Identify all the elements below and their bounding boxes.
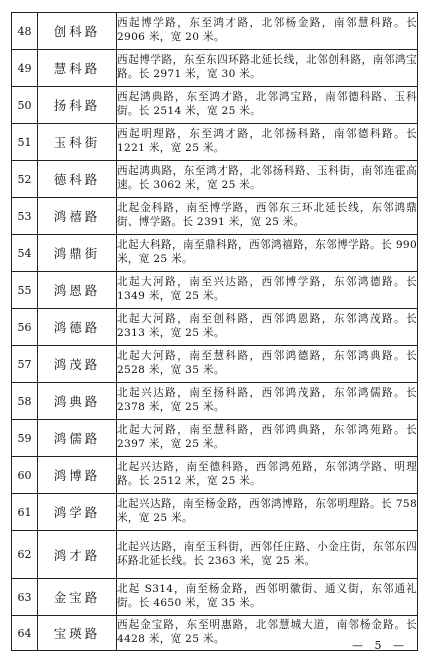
table-row [12, 87, 418, 124]
row-number: 48 [12, 13, 38, 50]
road-name: 扬科路 [38, 87, 117, 124]
table-row [12, 124, 418, 161]
row-number: 64 [12, 616, 38, 651]
road-name: 鸿才路 [38, 531, 117, 579]
row-number: 60 [12, 457, 38, 494]
table-row [12, 13, 418, 50]
road-name: 德科路 [38, 161, 117, 198]
road-description: 北起兴达路，南至扬科路，西邻鸿茂路，东邻鸿儒路。长 2378 米，宽 25 米。 [117, 383, 418, 420]
row-number: 61 [12, 494, 38, 531]
road-name: 金宝路 [38, 579, 117, 616]
table-row [12, 420, 418, 457]
road-name: 鸿禧路 [38, 198, 117, 235]
road-table [11, 12, 418, 651]
road-description: 北起兴达路，南至德科路，西邻鸿苑路，东邻鸿学路、明理路。长 2512 米，宽 25 米。 [117, 457, 418, 494]
table-row [12, 383, 418, 420]
road-description: 西起金宝路，东至明惠路，北邻慧城大道，南邻杨金路。长 4428 米，宽 25 米。 [117, 616, 418, 651]
table-row [12, 531, 418, 579]
road-description: 北起 S314，南至杨金路，西邻明徽街、通义街，东邻通礼街。长 4650 米，宽 35 米。 [117, 579, 418, 616]
road-name: 鸿鼎街 [38, 235, 117, 272]
road-name: 慧科路 [38, 50, 117, 87]
row-number: 49 [12, 50, 38, 87]
table-row [12, 161, 418, 198]
road-name: 鸿德路 [38, 309, 117, 346]
road-description: 西起鸿典路，东至鸿才路，北邻鸿宝路，南邻德科路、玉科街。长 2514 米，宽 25 米。 [117, 87, 418, 124]
row-number: 56 [12, 309, 38, 346]
road-name: 鸿典路 [38, 383, 117, 420]
table-row [12, 235, 418, 272]
road-name: 鸿儒路 [38, 420, 117, 457]
road-name: 鸿博路 [38, 457, 117, 494]
row-number: 58 [12, 383, 38, 420]
road-name: 宝瑛路 [38, 616, 117, 651]
table-row [12, 579, 418, 616]
road-name: 创科路 [38, 13, 117, 50]
row-number: 53 [12, 198, 38, 235]
table-row [12, 50, 418, 87]
road-name: 玉科街 [38, 124, 117, 161]
row-number: 63 [12, 579, 38, 616]
row-number: 51 [12, 124, 38, 161]
road-description: 北起金科路，南至博学路，西邻东三环北延长线，东邻鸿鼎街、博学路。长 2391 米，宽 25 米。 [117, 198, 418, 235]
table-row [12, 494, 418, 531]
table-row [12, 272, 418, 309]
table-row [12, 346, 418, 383]
row-number: 59 [12, 420, 38, 457]
road-description: 西起博学路，东至东四环路北延长线，北邻创科路，南邻鸿宝路。长 2971 米，宽 30 米。 [117, 50, 418, 87]
road-name: 鸿学路 [38, 494, 117, 531]
table-row [12, 198, 418, 235]
page-number: — 5 — [352, 639, 408, 652]
road-description: 西起明理路，东至鸿才路，北邻扬科路，南邻德科路。长 1221 米，宽 25 米。 [117, 124, 418, 161]
table-row [12, 457, 418, 494]
road-description: 北起兴达路，南至玉科街，西邻任庄路、小金庄街，东邻东四环路北延长线。长 2363 米，宽 25 米。 [117, 531, 418, 579]
row-number: 50 [12, 87, 38, 124]
road-description: 北起大河路，南至慧科路，西邻鸿典路，东邻鸿苑路。长 2397 米，宽 25 米。 [117, 420, 418, 457]
road-name: 鸿恩路 [38, 272, 117, 309]
road-description: 北起大河路，南至兴达路，西邻博学路，东邻鸿德路。长 1349 米，宽 25 米。 [117, 272, 418, 309]
road-name: 鸿茂路 [38, 346, 117, 383]
row-number: 62 [12, 531, 38, 579]
road-description: 北起大河路，南至创科路，西邻鸿恩路，东邻鸿茂路。长 2313 米，宽 25 米。 [117, 309, 418, 346]
row-number: 52 [12, 161, 38, 198]
table-row [12, 309, 418, 346]
road-description: 北起兴达路，南至杨金路，西邻鸿博路，东邻明理路。长 758 米，宽 25 米。 [117, 494, 418, 531]
road-description: 西起博学路，东至鸿才路，北邻杨金路，南邻慧科路。长 2906 米，宽 20 米。 [117, 13, 418, 50]
row-number: 54 [12, 235, 38, 272]
road-description: 西起鸿典路，东至鸿才路，北邻扬科路、玉科街，南邻连霍高速。长 3062 米，宽 25 米。 [117, 161, 418, 198]
row-number: 57 [12, 346, 38, 383]
road-table-body [12, 13, 418, 651]
road-description: 北起大科路，南至鼎科路，西邻鸿禧路，东邻博学路。长 990 米，宽 25 米。 [117, 235, 418, 272]
row-number: 55 [12, 272, 38, 309]
road-description: 北起大河路，南至慧科路，西邻鸿德路，东邻鸿典路。长 2528 米，宽 35 米。 [117, 346, 418, 383]
